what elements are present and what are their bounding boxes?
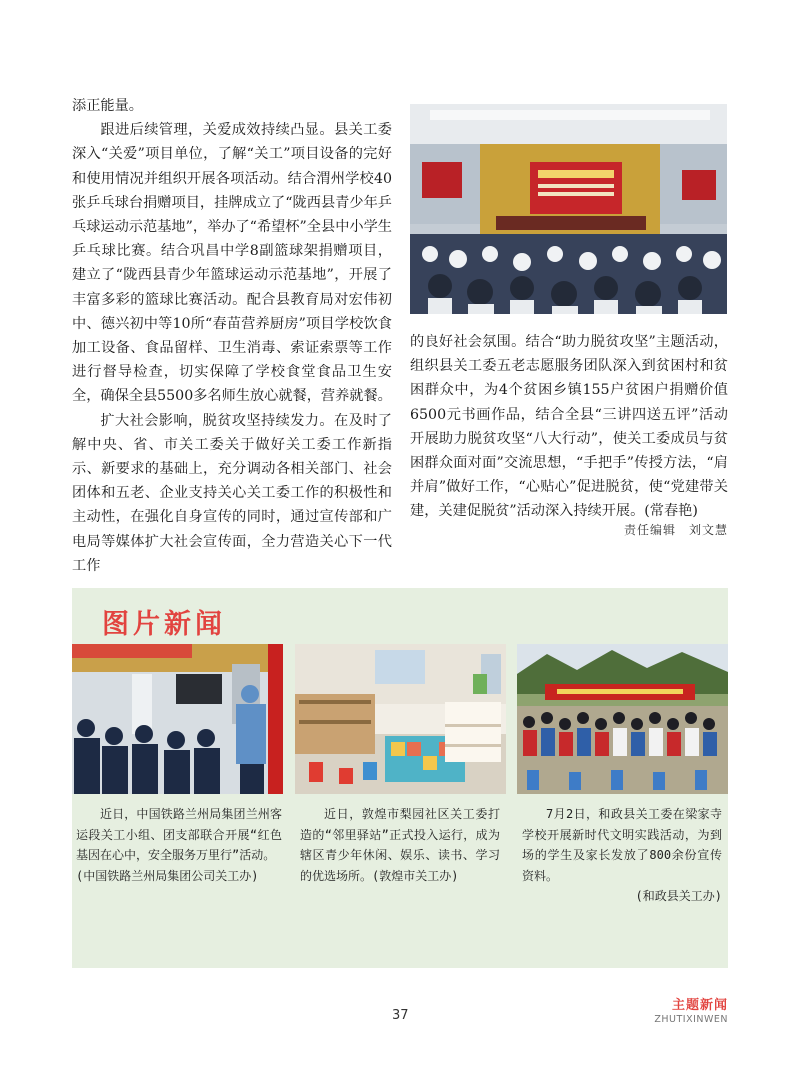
civilization-practice-photo <box>517 644 728 794</box>
meeting-hall-photo <box>410 104 727 314</box>
editor-credit: 责任编辑 刘文慧 <box>623 523 728 537</box>
photo-news-caption <box>522 804 722 907</box>
caption-source: (中国铁路兰州局集团公司关工办) <box>76 868 259 883</box>
article-paragraph: 扩大社会影响，脱贫攻坚持续发力。在及时了解中央、省、市关工委关于做好关工委工作新指示、新要求的基础上，充分调动各相关部门、社会团体和五老、企业支持关心关工委工作的积极性和主动性，在强化自身宣传的同时，通过宣传部和广电局等媒体扩大社会宣传面，全力营造关心下一代工作 <box>72 412 392 574</box>
article-paragraph: 跟进后续管理，关爱成效持续凸显。县关工委深入“关爱”项目单位，了解“关工”项目设备的完好和使用情况并组织开展各项活动。结合渭州学校40张乒乓球台捐赠项目，挂牌成立了“陇西县青少年乒乓球运动示范基地”，举办了“希望杯”全县中小学生乒乓球比赛。结合巩昌中学8副篮球架捐赠项目，建立了“陇西县青少年篮球运动示范基地”，开展了丰富多彩的篮球比赛活动。配合县教育局对宏伟初中、德兴初中等10所“春苗营养厨房”项目学校饮食加工设备、食品留样、卫生消毒、索证索票等工作进行督导检查，切实保障了学校食堂食品卫生安全，确保全县5500多名师生放心就餐，营养就餐。 <box>72 122 392 405</box>
caption-text: 近日，中国铁路兰州局集团兰州客运段关工小组、团支部联合开展“红色基因在心中，安全服务万里行”活动。 <box>76 807 282 862</box>
photo-news-caption <box>300 804 500 886</box>
neighborhood-station-photo <box>295 644 506 794</box>
caption-text: 7月2日，和政县关工委在梁家寺学校开展新时代文明实践活动，为到场的学生及家长发放了800余份宣传资料。 <box>522 807 722 883</box>
section-pinyin: ZHUTIXINWEN <box>654 1014 728 1025</box>
photo-news-section <box>72 588 728 968</box>
article-left-column <box>72 94 392 578</box>
photo-news-title: 图片新闻 <box>102 609 226 640</box>
section-title: 主题新闻 <box>671 998 728 1013</box>
article-paragraph: 的良好社会氛围。结合“助力脱贫攻坚”主题活动，组织县关工委五老志愿服务团队深入到贫困村和贫困群众中，为4个贫困乡镇155户贫困户捐赠价值6500元书画作品，结合全县“三讲四送五评”活动开展助力脱贫攻坚“八大行动”，使关工委成员与贫困群众面对面”交流思想，“手把手”传授方法，“肩并肩”做好工作，“心贴心”促进脱贫，使“党建带关建，关建促脱贫”活动深入持续开展。(常春艳) <box>410 334 728 520</box>
caption-text: 近日，敦煌市梨园社区关工委打造的“邻里驿站”正式投入运行，成为辖区青少年休闲、娱乐、读书、学习的优选场所。(敦煌市关工办) <box>300 807 500 883</box>
railway-activity-photo <box>72 644 283 794</box>
article-right-column <box>410 330 728 524</box>
section-label <box>654 994 728 1025</box>
caption-source: (和政县关工办) <box>635 889 722 903</box>
article-paragraph: 添正能量。 <box>72 98 143 114</box>
page-number: 37 <box>392 1008 409 1023</box>
photo-news-caption <box>76 804 282 886</box>
